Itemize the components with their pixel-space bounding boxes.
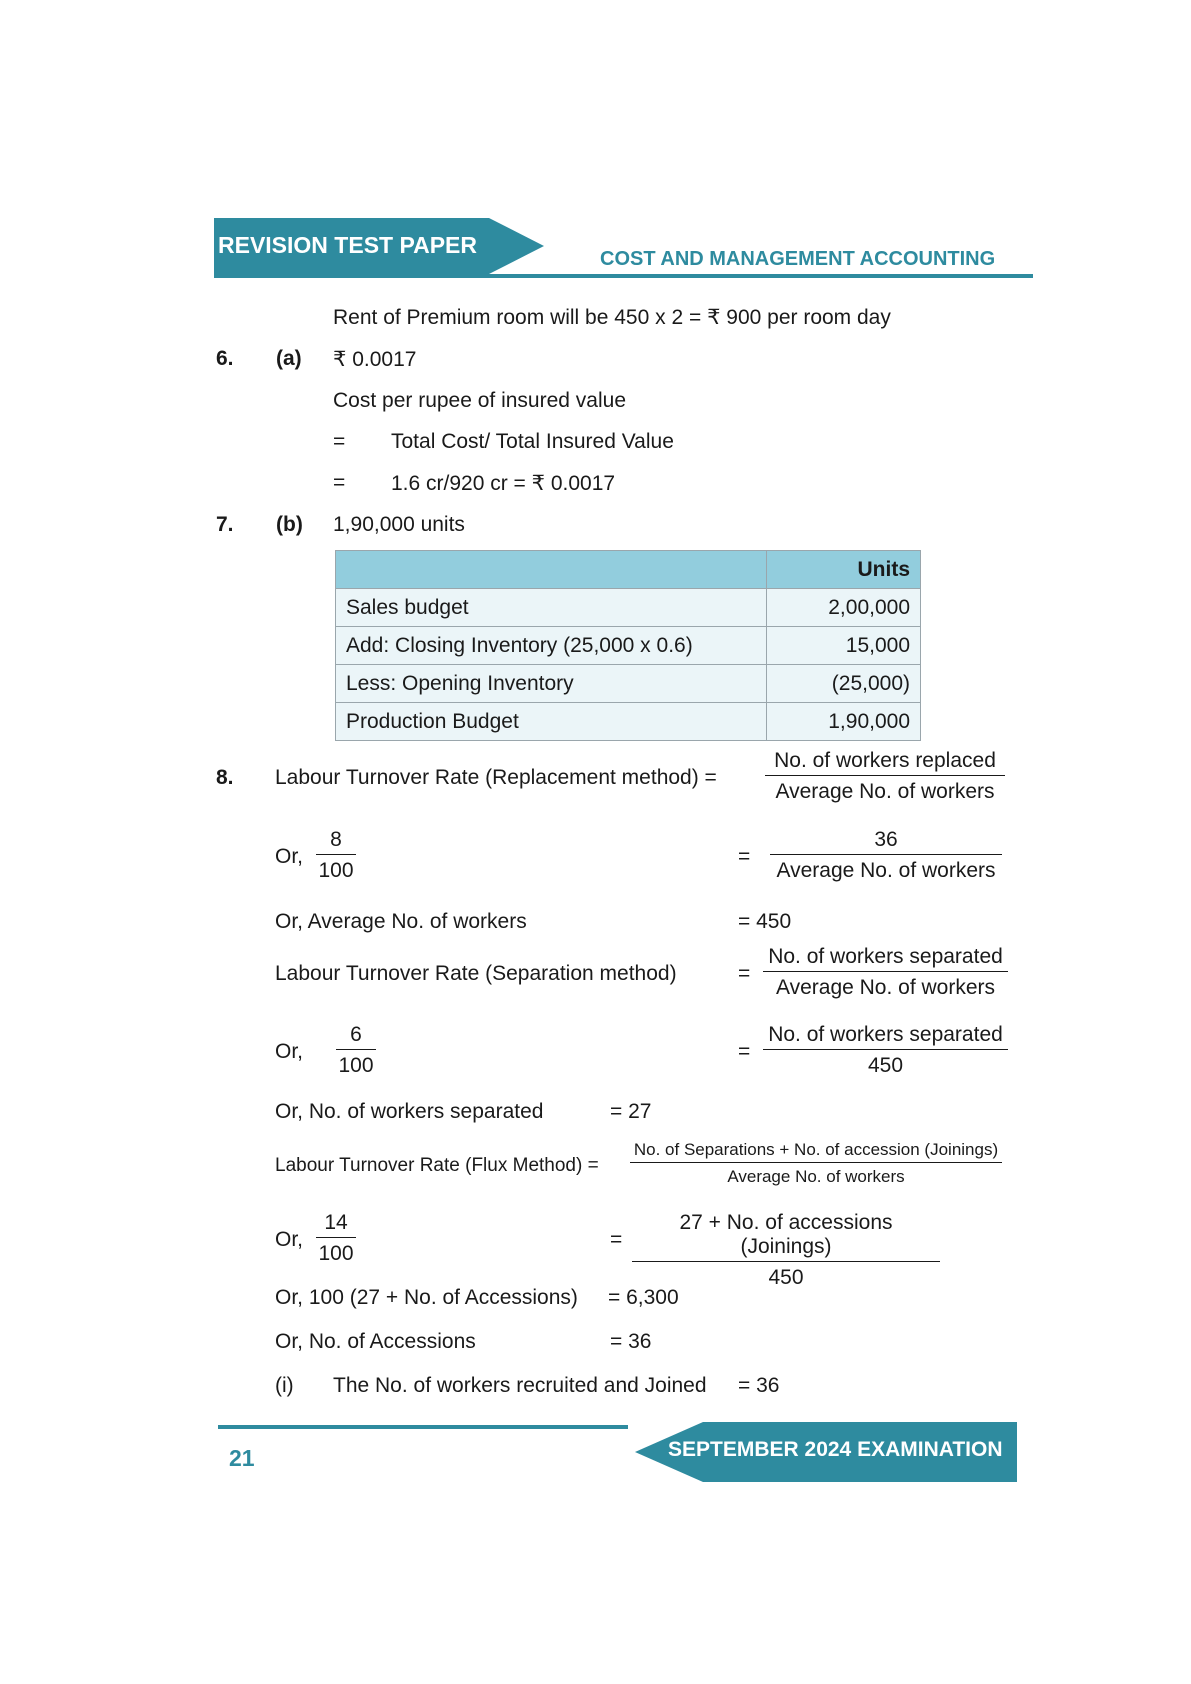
calc-value: = 6,300 [608, 1286, 679, 1309]
or3-right-denominator: 450 [768, 1266, 804, 1289]
separation-numerator: No. of workers separated [763, 945, 1008, 972]
replacement-label: Labour Turnover Rate (Replacement method) = [275, 766, 717, 789]
or1-denominator: 100 [318, 859, 354, 882]
table-row-label: Production Budget [336, 703, 767, 741]
q6-answer: ₹ 0.0017 [333, 348, 417, 371]
header-subject: COST AND MANAGEMENT ACCOUNTING [600, 248, 996, 270]
footer-rule [218, 1425, 628, 1429]
table-row-value: 1,90,000 [767, 703, 921, 741]
table-header-row [336, 551, 921, 589]
table-row [336, 703, 921, 741]
or2-equals: = [738, 1040, 751, 1063]
acc-label: Or, No. of Accessions [275, 1330, 476, 1353]
q7-answer: 1,90,000 units [333, 513, 465, 536]
table-row-label: Less: Opening Inventory [336, 665, 767, 703]
rent-line: Rent of Premium room will be 450 x 2 = ₹ 900 per room day [333, 306, 891, 329]
or3-right-fraction [632, 1211, 940, 1290]
sep-value: = 27 [610, 1100, 652, 1123]
q6-number: 6. [216, 347, 234, 370]
q6-line1: Cost per rupee of insured value [333, 389, 627, 412]
production-budget-table [335, 550, 921, 741]
header-rule [214, 274, 1033, 278]
or2-denominator: 100 [338, 1054, 374, 1077]
or2-right-fraction [763, 1023, 1008, 1078]
flux-numerator: No. of Separations + No. of accession (Joinings) [630, 1140, 1002, 1163]
table-row-value: 2,00,000 [767, 589, 921, 627]
avg-label: Or, Average No. of workers [275, 910, 527, 933]
table-header-units: Units [767, 551, 921, 589]
q6-eq2: = [333, 471, 346, 494]
table-row [336, 665, 921, 703]
or1-numerator: 8 [316, 828, 356, 855]
q6-line2: Total Cost/ Total Insured Value [391, 430, 674, 453]
table-row [336, 589, 921, 627]
separation-denominator: Average No. of workers [775, 976, 996, 999]
flux-fraction [630, 1140, 1002, 1187]
sep-label: Or, No. of workers separated [275, 1100, 544, 1123]
or3-numerator: 14 [316, 1211, 356, 1238]
footer-exam: SEPTEMBER 2024 EXAMINATION [668, 1438, 1003, 1461]
or3-right-numerator: 27 + No. of accessions (Joinings) [632, 1211, 940, 1262]
table-row-label: Sales budget [336, 589, 767, 627]
or2-fraction [336, 1023, 376, 1078]
separation-fraction [763, 945, 1008, 1000]
or1-prefix: Or, [275, 845, 304, 868]
separation-label: Labour Turnover Rate (Separation method) [275, 962, 677, 985]
header-title: REVISION TEST PAPER [218, 232, 478, 258]
or1-right-denominator: Average No. of workers [776, 859, 996, 882]
i-value: = 36 [738, 1374, 780, 1397]
q8-number: 8. [216, 766, 234, 789]
or1-right-fraction [770, 828, 1002, 883]
or3-equals: = [610, 1228, 623, 1251]
or3-prefix: Or, [275, 1228, 304, 1251]
or3-denominator: 100 [318, 1242, 354, 1265]
or1-right-numerator: 36 [770, 828, 1002, 855]
table-header-label [336, 551, 767, 589]
flux-denominator: Average No. of workers [727, 1167, 905, 1186]
replacement-fraction [765, 749, 1005, 804]
or3-fraction [316, 1211, 356, 1266]
or1-fraction [316, 828, 356, 883]
table-row-value: 15,000 [767, 627, 921, 665]
replacement-numerator: No. of workers replaced [765, 749, 1005, 776]
q6-option: (a) [276, 347, 302, 370]
q7-option: (b) [276, 513, 303, 536]
separation-equals: = [738, 962, 751, 985]
i-label: (i) [275, 1374, 294, 1397]
acc-value: = 36 [610, 1330, 652, 1353]
table-row-label: Add: Closing Inventory (25,000 x 0.6) [336, 627, 767, 665]
q6-line3: 1.6 cr/920 cr = ₹ 0.0017 [391, 472, 616, 495]
flux-label: Labour Turnover Rate (Flux Method) = [275, 1155, 599, 1176]
table-row [336, 627, 921, 665]
page-number: 21 [229, 1445, 255, 1471]
or1-equals: = [738, 845, 751, 868]
calc-label: Or, 100 (27 + No. of Accessions) [275, 1286, 578, 1309]
or2-right-numerator: No. of workers separated [763, 1023, 1008, 1050]
q6-eq1: = [333, 430, 346, 453]
table-row-value: (25,000) [767, 665, 921, 703]
replacement-denominator: Average No. of workers [775, 780, 995, 803]
or2-numerator: 6 [336, 1023, 376, 1050]
or2-right-denominator: 450 [867, 1054, 904, 1077]
q7-number: 7. [216, 513, 234, 536]
avg-value: = 450 [738, 910, 792, 933]
or2-prefix: Or, [275, 1040, 304, 1063]
i-text: The No. of workers recruited and Joined [333, 1374, 707, 1397]
